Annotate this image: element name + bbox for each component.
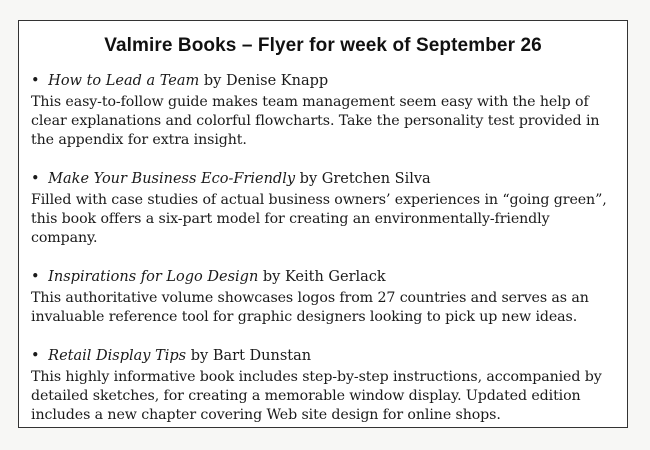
- book-entry: [31, 346, 615, 425]
- by-label: by: [262, 269, 281, 285]
- flyer-title: Valmire Books – Flyer for week of September 26: [104, 35, 542, 56]
- book-heading: [31, 267, 615, 287]
- by-label: by: [203, 73, 222, 89]
- bullet-icon: •: [31, 73, 40, 89]
- book-description: Filled with case studies of actual business owners’ experiences in “going green”, this book offers a six-part model for creating an environmentally-friendly company.: [31, 192, 607, 246]
- by-label: by: [190, 348, 209, 364]
- book-description: This authoritative volume showcases logos from 27 countries and serves as an invaluable reference tool for graphic designers looking to pick up new ideas.: [31, 290, 589, 325]
- book-title: How to Lead a Team: [48, 73, 200, 89]
- by-label: by: [299, 171, 318, 187]
- book-author: Gretchen Silva: [321, 171, 431, 187]
- book-title: Inspirations for Logo Design: [48, 269, 259, 285]
- book-entry: [31, 267, 615, 327]
- bullet-icon: •: [31, 269, 40, 285]
- book-description: This highly informative book includes step-by-step instructions, accompanied by detailed sketches, for creating a memorable window display. Updated edition includes a new chapter covering Web site design for online shops.: [31, 369, 602, 423]
- book-entry: [31, 169, 615, 248]
- book-heading: [31, 346, 615, 366]
- book-author: Bart Dunstan: [212, 348, 312, 364]
- bullet-icon: •: [31, 348, 40, 364]
- book-author: Denise Knapp: [225, 73, 329, 89]
- flyer-box: [18, 20, 628, 428]
- book-title: Make Your Business Eco-Friendly: [48, 171, 296, 187]
- book-entry: [31, 71, 615, 150]
- bullet-icon: •: [31, 171, 40, 187]
- book-author: Keith Gerlack: [284, 269, 386, 285]
- book-heading: [31, 71, 615, 91]
- book-heading: [31, 169, 615, 189]
- book-description: This easy-to-follow guide makes team management seem easy with the help of clear explanations and colorful flowcharts. Take the personality test provided in the appendix for extra insight.: [31, 94, 600, 148]
- book-title: Retail Display Tips: [48, 348, 187, 364]
